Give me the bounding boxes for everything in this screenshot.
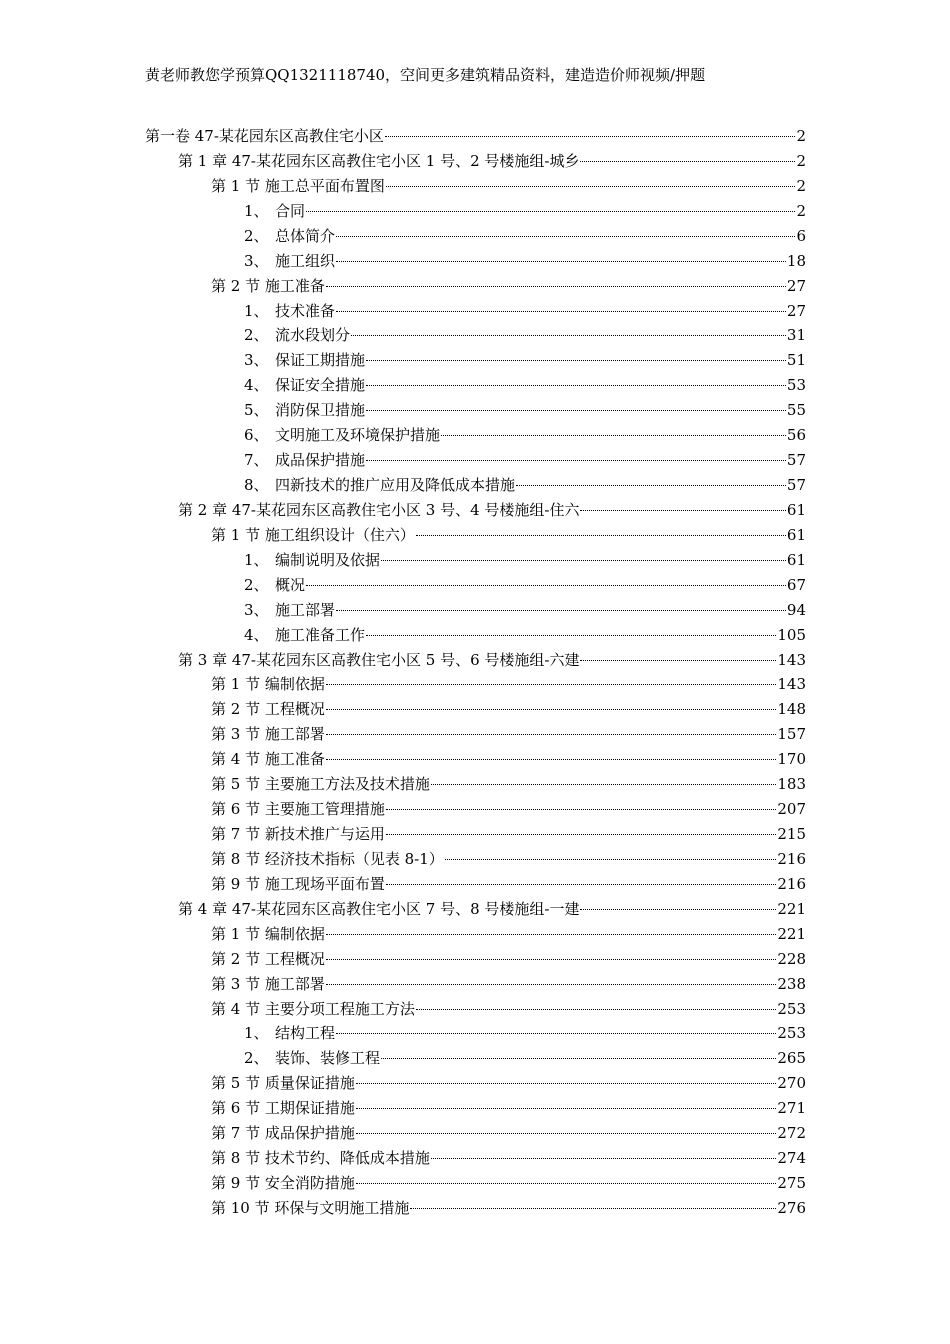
toc-entry-number: 3、 (244, 351, 269, 370)
toc-entry[interactable] (211, 847, 806, 871)
toc-dot-leader (366, 359, 786, 361)
toc-entry-title: 保证工期措施 (275, 351, 366, 370)
toc-entry-title: 四新技术的推广应用及降低成本措施 (275, 476, 516, 495)
toc-dot-leader (326, 683, 777, 685)
toc-entry[interactable] (211, 1171, 806, 1195)
toc-page-number: 27 (786, 301, 806, 320)
toc-entry-title: 消防保卫措施 (275, 401, 366, 420)
toc-dot-leader (580, 908, 776, 910)
toc-dot-leader (381, 1057, 776, 1059)
toc-dot-leader (386, 833, 777, 835)
toc-entry[interactable] (244, 598, 806, 622)
toc-dot-leader (580, 659, 776, 661)
toc-page-number: 51 (786, 351, 806, 370)
toc-entry-title: 第 3 节 施工部署 (211, 725, 325, 744)
toc-entry-number: 1、 (244, 301, 269, 320)
toc-entry[interactable] (211, 1071, 806, 1095)
toc-entry[interactable] (244, 373, 806, 397)
toc-entry[interactable] (244, 423, 806, 447)
toc-page-number: 215 (777, 825, 806, 844)
toc-page-number: 2 (796, 201, 806, 220)
toc-entry-number: 4、 (244, 376, 269, 395)
toc-page-number: 2 (796, 151, 806, 170)
toc-dot-leader (356, 1182, 777, 1184)
toc-entry[interactable] (211, 872, 806, 896)
toc-dot-leader (336, 310, 786, 312)
toc-entry-number: 1、 (244, 201, 269, 220)
toc-entry-number: 6、 (244, 426, 269, 445)
toc-dot-leader (351, 334, 786, 336)
toc-entry[interactable] (211, 722, 806, 746)
toc-entry-title: 第 4 章 47-某花园东区高教住宅小区 7 号、8 号楼施组-一建 (178, 899, 580, 918)
toc-entry-number: 2、 (244, 326, 269, 345)
toc-entry[interactable] (244, 249, 806, 273)
toc-entry-title: 第 7 节 成品保护措施 (211, 1124, 355, 1143)
toc-page-number: 143 (777, 675, 806, 694)
toc-dot-leader (326, 733, 777, 735)
toc-dot-leader (416, 1008, 777, 1010)
toc-dot-leader (356, 1082, 777, 1084)
toc-entry[interactable] (244, 199, 806, 223)
toc-page-number: 18 (786, 251, 806, 270)
toc-page-number: 228 (777, 949, 806, 968)
toc-entry-title: 第 5 节 主要施工方法及技术措施 (211, 775, 430, 794)
toc-dot-leader (580, 160, 795, 162)
toc-entry[interactable] (211, 1096, 806, 1120)
toc-entry-title: 第 2 节 施工准备 (211, 276, 325, 295)
toc-page-number: 221 (777, 899, 806, 918)
toc-page-number: 61 (786, 550, 806, 569)
page-header-text: 黄老师教您学预算QQ1321118740，空间更多建筑精品资料，建造造价师视频/押题 (145, 66, 706, 84)
toc-page-number: 143 (777, 650, 806, 669)
toc-dot-leader (410, 1207, 776, 1209)
toc-dot-leader (326, 958, 777, 960)
toc-dot-leader (386, 883, 777, 885)
toc-entry[interactable] (211, 797, 806, 821)
toc-entry-title: 施工组织 (275, 251, 336, 270)
toc-entry-title: 第 2 节 工程概况 (211, 700, 325, 719)
toc-page-number: 238 (777, 974, 806, 993)
toc-dot-leader (366, 409, 786, 411)
toc-entry[interactable] (244, 1046, 806, 1070)
toc-entry[interactable] (178, 648, 806, 672)
toc-page-number: 271 (777, 1099, 806, 1118)
toc-page-number: 253 (777, 1024, 806, 1043)
toc-entry[interactable] (211, 947, 806, 971)
toc-entry[interactable] (211, 972, 806, 996)
toc-page-number: 221 (777, 924, 806, 943)
toc-entry-title: 第 10 节 环保与文明施工措施 (211, 1198, 410, 1217)
toc-dot-leader (356, 1107, 777, 1109)
toc-entry-title: 第 5 节 质量保证措施 (211, 1074, 355, 1093)
toc-entry[interactable] (211, 772, 806, 796)
toc-entry-title: 第 1 节 编制依据 (211, 924, 325, 943)
toc-page-number: 61 (786, 500, 806, 519)
toc-entry-title: 第 8 节 技术节约、降低成本措施 (211, 1149, 430, 1168)
toc-dot-leader (366, 384, 786, 386)
toc-entry-title: 第 9 节 施工现场平面布置 (211, 874, 385, 893)
toc-page-number: 6 (796, 226, 806, 245)
toc-page-number: 157 (777, 725, 806, 744)
toc-entry[interactable] (211, 922, 806, 946)
toc-entry-number: 2、 (244, 226, 269, 245)
toc-page-number: 31 (786, 326, 806, 345)
toc-entry-title: 编制说明及依据 (275, 550, 381, 569)
toc-page-number: 276 (777, 1198, 806, 1217)
toc-page-number: 53 (786, 376, 806, 395)
toc-dot-leader (336, 1032, 776, 1034)
toc-page-number: 170 (777, 750, 806, 769)
toc-dot-leader (416, 534, 786, 536)
toc-entry-title: 文明施工及环境保护措施 (275, 426, 441, 445)
toc-entry[interactable] (211, 1146, 806, 1170)
toc-entry-title: 成品保护措施 (275, 451, 366, 470)
toc-dot-leader (366, 459, 786, 461)
toc-dot-leader (386, 808, 777, 810)
toc-entry-title: 第 1 节 编制依据 (211, 675, 325, 694)
toc-dot-leader (356, 1132, 777, 1134)
toc-entry[interactable] (244, 548, 806, 572)
toc-dot-leader (336, 260, 786, 262)
toc-entry[interactable] (244, 1021, 806, 1045)
toc-page-number: 253 (777, 999, 806, 1018)
toc-entry-number: 3、 (244, 600, 269, 619)
toc-entry-title: 第 1 章 47-某花园东区高教住宅小区 1 号、2 号楼施组-城乡 (178, 151, 580, 170)
toc-entry-title: 第 4 节 施工准备 (211, 750, 325, 769)
toc-page-number: 275 (777, 1174, 806, 1193)
toc-entry-number: 2、 (244, 1049, 269, 1068)
toc-entry[interactable] (211, 174, 806, 198)
toc-page-number: 216 (777, 874, 806, 893)
toc-entry-title: 第 3 节 施工部署 (211, 974, 325, 993)
toc-page-number: 274 (777, 1149, 806, 1168)
toc-dot-leader (326, 933, 777, 935)
toc-page-number: 27 (786, 276, 806, 295)
toc-entry-title: 第 8 节 经济技术指标（见表 8-1） (211, 849, 444, 868)
toc-entry[interactable] (244, 573, 806, 597)
toc-dot-leader (326, 983, 777, 985)
toc-entry[interactable] (211, 747, 806, 771)
toc-dot-leader (445, 858, 777, 860)
toc-entry[interactable] (211, 697, 806, 721)
toc-entry-number: 3、 (244, 251, 269, 270)
toc-page-number: 183 (777, 775, 806, 794)
toc-entry-title: 施工准备工作 (275, 625, 366, 644)
toc-entry-number: 4、 (244, 625, 269, 644)
toc-dot-leader (385, 135, 796, 137)
toc-entry[interactable] (211, 822, 806, 846)
toc-dot-leader (326, 285, 786, 287)
toc-entry-title: 合同 (275, 201, 306, 220)
toc-dot-leader (306, 210, 795, 212)
toc-dot-leader (326, 758, 777, 760)
toc-entry[interactable] (178, 897, 806, 921)
toc-entry-number: 1、 (244, 550, 269, 569)
toc-entry[interactable] (244, 398, 806, 422)
toc-page-number: 57 (786, 476, 806, 495)
toc-entry[interactable] (244, 299, 806, 323)
toc-entry-title: 装饰、装修工程 (275, 1049, 381, 1068)
toc-page-number: 57 (786, 451, 806, 470)
toc-page-number: 94 (786, 600, 806, 619)
toc-entry-title: 结构工程 (275, 1024, 336, 1043)
toc-dot-leader (516, 484, 786, 486)
toc-entry-number: 7、 (244, 451, 269, 470)
toc-entry-title: 第 6 节 工期保证措施 (211, 1099, 355, 1118)
toc-page-number: 270 (777, 1074, 806, 1093)
toc-entry-title: 第 1 节 施工组织设计（住六） (211, 525, 415, 544)
toc-entry[interactable] (244, 348, 806, 372)
toc-dot-leader (366, 634, 776, 636)
toc-page-number: 216 (777, 849, 806, 868)
toc-entry-title: 第 7 节 新技术推广与运用 (211, 825, 385, 844)
toc-page-number: 105 (777, 625, 806, 644)
toc-page-number: 61 (786, 525, 806, 544)
toc-entry-title: 第 1 节 施工总平面布置图 (211, 176, 385, 195)
toc-page-number: 56 (786, 426, 806, 445)
toc-entry[interactable] (211, 997, 806, 1021)
toc-page-number: 148 (777, 700, 806, 719)
toc-page-number: 67 (786, 575, 806, 594)
toc-entry[interactable] (211, 1196, 806, 1220)
toc-entry-title: 第 2 章 47-某花园东区高教住宅小区 3 号、4 号楼施组-住六 (178, 500, 580, 519)
toc-entry-title: 流水段划分 (275, 326, 351, 345)
toc-entry-title: 第一卷 47-某花园东区高教住宅小区 (145, 127, 384, 145)
toc-entry-number: 8、 (244, 476, 269, 495)
toc-page-number: 207 (777, 800, 806, 819)
toc-entry-number: 1、 (244, 1024, 269, 1043)
toc-entry[interactable] (211, 1121, 806, 1145)
toc-entry[interactable] (244, 473, 806, 497)
toc-page-number: 2 (796, 176, 806, 195)
toc-entry-title: 第 3 章 47-某花园东区高教住宅小区 5 号、6 号楼施组-六建 (178, 650, 580, 669)
toc-entry-number: 2、 (244, 575, 269, 594)
toc-dot-leader (441, 434, 786, 436)
toc-dot-leader (326, 708, 777, 710)
toc-entry-title: 施工部署 (275, 600, 336, 619)
toc-entry[interactable] (244, 323, 806, 347)
toc-page-number: 55 (786, 401, 806, 420)
toc-entry-title: 第 4 节 主要分项工程施工方法 (211, 999, 415, 1018)
toc-dot-leader (336, 609, 786, 611)
toc-dot-leader (336, 235, 795, 237)
toc-entry[interactable] (211, 274, 806, 298)
toc-entry-title: 概况 (275, 575, 306, 594)
toc-dot-leader (580, 509, 785, 511)
toc-entry-title: 第 9 节 安全消防措施 (211, 1174, 355, 1193)
toc-page-number: 272 (777, 1124, 806, 1143)
toc-dot-leader (386, 185, 796, 187)
toc-entry[interactable] (211, 523, 806, 547)
toc-page-number: 265 (777, 1049, 806, 1068)
toc-entry-title: 总体简介 (275, 226, 336, 245)
toc-entry[interactable] (211, 672, 806, 696)
toc-entry-title: 技术准备 (275, 301, 336, 320)
toc-entry[interactable] (178, 498, 806, 522)
toc-dot-leader (431, 783, 777, 785)
toc-dot-leader (431, 1157, 777, 1159)
toc-entry[interactable] (145, 124, 806, 148)
toc-entry-title: 保证安全措施 (275, 376, 366, 395)
toc-page-number: 2 (796, 127, 806, 145)
toc-entry[interactable] (244, 623, 806, 647)
toc-dot-leader (306, 584, 786, 586)
toc-entry-title: 第 2 节 工程概况 (211, 949, 325, 968)
toc-entry[interactable] (178, 149, 806, 173)
toc-dot-leader (381, 559, 786, 561)
toc-entry-number: 5、 (244, 401, 269, 420)
toc-entry-title: 第 6 节 主要施工管理措施 (211, 800, 385, 819)
toc-entry[interactable] (244, 224, 806, 248)
toc-entry[interactable] (244, 448, 806, 472)
